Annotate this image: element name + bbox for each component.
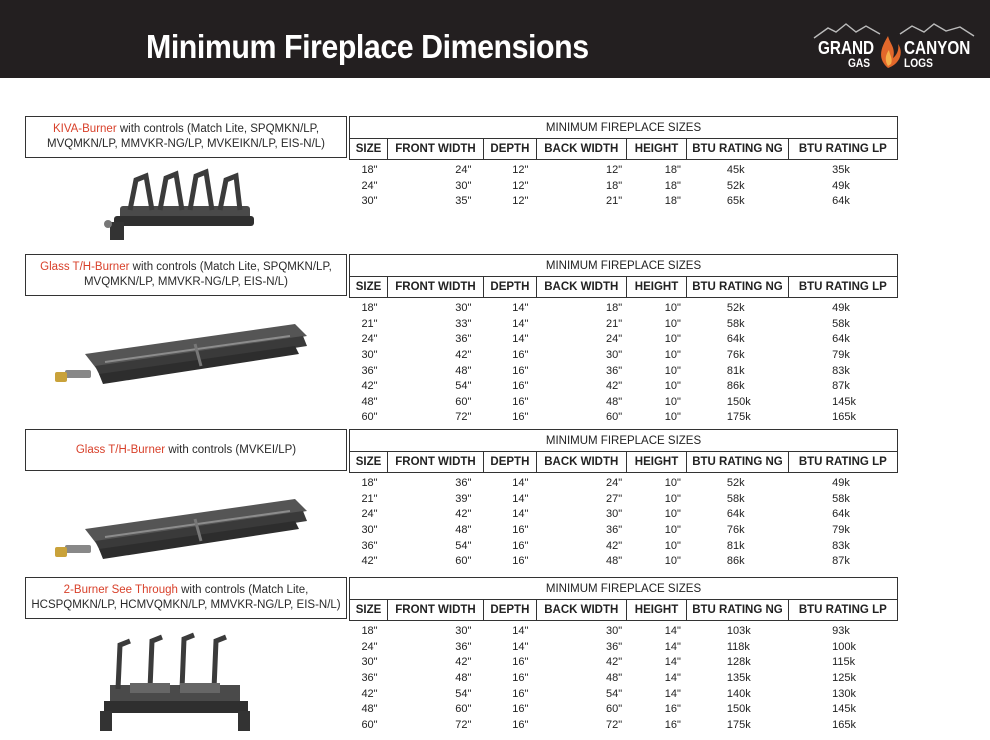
table-row <box>350 301 898 317</box>
col-front-width: 48" <box>455 672 472 685</box>
col-back-width: 48" <box>606 555 623 568</box>
col-front-width: 72" <box>455 411 472 424</box>
col-front-width: 60" <box>455 703 472 716</box>
table-row <box>350 492 898 508</box>
col-depth: 16" <box>512 687 529 700</box>
col-depth: 16" <box>512 718 529 731</box>
column-header-btu-ng: BTU RATING NG <box>687 600 788 621</box>
table-row <box>350 348 898 364</box>
column-header-front-width: FRONT WIDTH <box>388 600 484 621</box>
column-header-back-width: BACK WIDTH <box>536 452 626 473</box>
col-btu-ng: 135k <box>726 672 751 685</box>
col-front-width: 39" <box>455 492 472 505</box>
col-btu-lp: 87k <box>832 555 850 568</box>
col-depth: 16" <box>512 364 529 377</box>
col-height: 10" <box>664 508 681 521</box>
col-btu-lp: 58k <box>832 317 850 330</box>
col-btu-ng: 103k <box>726 625 751 638</box>
col-height: 16" <box>664 718 681 731</box>
column-header-front-width: FRONT WIDTH <box>388 277 484 298</box>
col-back-width: 48" <box>606 395 623 408</box>
col-depth: 16" <box>512 380 529 393</box>
table-row <box>350 702 898 718</box>
col-depth: 16" <box>512 656 529 669</box>
minimum-fireplace-sizes-table <box>349 577 898 733</box>
logo-text-canyon: CANYON <box>904 38 971 58</box>
column-header-height: HEIGHT <box>626 139 687 160</box>
col-btu-lp: 145k <box>832 395 856 408</box>
col-btu-ng: 86k <box>726 555 745 568</box>
col-btu-lp: 83k <box>832 539 850 552</box>
col-front-width: 33" <box>455 317 472 330</box>
burner-product-image <box>90 625 260 735</box>
col-depth: 16" <box>512 539 529 552</box>
column-header-btu-lp: BTU RATING LP <box>788 452 897 473</box>
col-back-width: 72" <box>606 718 623 731</box>
col-height: 18" <box>664 164 681 177</box>
col-depth: 16" <box>512 395 529 408</box>
col-back-width: 30" <box>606 508 623 521</box>
burner-controls-text: with controls (Match Lite, SPQMKN/LP, <box>116 123 320 135</box>
col-btu-lp: 64k <box>832 195 850 208</box>
col-front-width: 30" <box>455 179 472 192</box>
burner-name: 2-Burner See Through <box>63 584 178 596</box>
table-row <box>350 179 898 195</box>
burner-controls-text-line2: MVQMKN/LP, MMVKR-NG/LP, MVKEIKN/LP, EIS-N/L) <box>47 138 325 150</box>
col-front-width: 48" <box>455 364 472 377</box>
col-front-width: 36" <box>455 477 472 490</box>
column-header-height: HEIGHT <box>626 452 687 473</box>
col-btu-ng: 118k <box>726 640 750 653</box>
col-depth: 16" <box>512 349 529 362</box>
col-height: 10" <box>664 317 681 330</box>
col-back-width: 36" <box>606 640 623 653</box>
table-caption: MINIMUM FIREPLACE SIZES <box>350 430 898 452</box>
col-depth: 14" <box>512 477 529 490</box>
col-depth: 16" <box>512 524 529 537</box>
col-size: 36" <box>361 539 378 552</box>
col-size: 24" <box>361 179 378 192</box>
table-row <box>350 410 898 426</box>
col-height: 14" <box>664 625 681 638</box>
burner-name: Glass T/H-Burner <box>40 261 130 273</box>
col-size: 42" <box>361 687 378 700</box>
col-height: 10" <box>664 411 681 424</box>
col-height: 10" <box>664 477 681 490</box>
table-row <box>350 686 898 702</box>
col-height: 16" <box>664 703 681 716</box>
col-btu-lp: 145k <box>832 703 856 716</box>
col-back-width: 54" <box>606 687 623 700</box>
col-btu-lp: 64k <box>832 508 850 521</box>
col-front-width: 42" <box>455 508 472 521</box>
col-size: 60" <box>361 718 378 731</box>
column-header-size: SIZE <box>350 452 388 473</box>
col-front-width: 42" <box>455 656 472 669</box>
table-caption: MINIMUM FIREPLACE SIZES <box>350 255 898 277</box>
col-btu-ng: 76k <box>726 524 745 537</box>
col-height: 10" <box>664 524 681 537</box>
col-btu-ng: 52k <box>726 477 745 490</box>
column-header-height: HEIGHT <box>626 600 687 621</box>
table-row <box>350 507 898 523</box>
col-btu-lp: 83k <box>832 364 850 377</box>
col-depth: 16" <box>512 672 529 685</box>
col-btu-ng: 81k <box>726 364 745 377</box>
col-size: 42" <box>361 380 378 393</box>
col-depth: 14" <box>512 508 529 521</box>
column-header-depth: DEPTH <box>483 600 536 621</box>
minimum-fireplace-sizes-table <box>349 116 898 210</box>
col-height: 10" <box>664 333 681 346</box>
column-header-btu-ng: BTU RATING NG <box>687 452 788 473</box>
col-back-width: 18" <box>606 179 623 192</box>
col-btu-ng: 76k <box>726 349 745 362</box>
col-btu-ng: 45k <box>726 164 745 177</box>
col-btu-ng: 175k <box>726 411 751 424</box>
table-row <box>350 671 898 687</box>
col-front-width: 54" <box>455 539 472 552</box>
col-btu-ng: 52k <box>726 179 745 192</box>
col-height: 10" <box>664 364 681 377</box>
col-size: 30" <box>361 349 378 362</box>
col-back-width: 24" <box>606 333 623 346</box>
table-caption: MINIMUM FIREPLACE SIZES <box>350 117 898 139</box>
col-btu-lp: 49k <box>832 302 850 315</box>
col-back-width: 21" <box>606 195 623 208</box>
col-btu-lp: 130k <box>832 687 856 700</box>
col-depth: 12" <box>512 195 529 208</box>
col-btu-lp: 79k <box>832 349 850 362</box>
table-caption: MINIMUM FIREPLACE SIZES <box>350 578 898 600</box>
col-depth: 14" <box>512 302 529 315</box>
table-row <box>350 624 898 640</box>
col-btu-ng: 64k <box>726 508 745 521</box>
col-depth: 14" <box>512 333 529 346</box>
col-back-width: 36" <box>606 364 623 377</box>
column-header-btu-lp: BTU RATING LP <box>788 277 897 298</box>
col-btu-ng: 128k <box>726 656 751 669</box>
col-size: 30" <box>361 524 378 537</box>
column-header-front-width: FRONT WIDTH <box>388 452 484 473</box>
burner-controls-text-line2: HCSPQMKN/LP, HCMVQMKN/LP, MMVKR-NG/LP, EIS-N/L) <box>31 599 341 611</box>
col-btu-ng: 140k <box>726 687 751 700</box>
col-btu-ng: 175k <box>726 718 751 731</box>
col-btu-ng: 58k <box>726 492 745 505</box>
col-btu-ng: 64k <box>726 333 745 346</box>
col-depth: 12" <box>512 164 529 177</box>
col-depth: 16" <box>512 411 529 424</box>
col-height: 10" <box>664 555 681 568</box>
col-size: 42" <box>361 555 378 568</box>
col-btu-ng: 65k <box>726 195 745 208</box>
col-depth: 16" <box>512 555 529 568</box>
col-back-width: 42" <box>606 539 623 552</box>
col-size: 18" <box>361 625 378 638</box>
col-height: 10" <box>664 539 681 552</box>
col-back-width: 42" <box>606 380 623 393</box>
col-front-width: 30" <box>455 625 472 638</box>
burner-product-image <box>100 166 270 246</box>
burner-name: Glass T/H-Burner <box>75 443 166 456</box>
col-height: 14" <box>664 672 681 685</box>
col-height: 10" <box>664 492 681 505</box>
col-btu-lp: 165k <box>832 411 856 424</box>
table-row <box>350 538 898 554</box>
table-row <box>350 523 898 539</box>
table-row <box>350 718 898 734</box>
col-btu-ng: 81k <box>726 539 745 552</box>
column-header-front-width: FRONT WIDTH <box>388 139 484 160</box>
table-row <box>350 363 898 379</box>
col-size: 60" <box>361 411 378 424</box>
burner-description <box>25 116 347 158</box>
column-header-height: HEIGHT <box>626 277 687 298</box>
col-height: 10" <box>664 395 681 408</box>
table-row <box>350 163 898 179</box>
col-btu-ng: 86k <box>726 380 745 393</box>
col-size: 48" <box>361 703 378 716</box>
burner-description <box>25 577 347 619</box>
col-size: 24" <box>361 508 378 521</box>
col-front-width: 36" <box>455 640 472 653</box>
col-front-width: 72" <box>455 718 472 731</box>
burner-controls-text: with controls (Match Lite, <box>177 584 309 596</box>
col-btu-ng: 150k <box>726 395 751 408</box>
table-row <box>350 476 898 492</box>
column-header-back-width: BACK WIDTH <box>536 600 626 621</box>
minimum-fireplace-sizes-table <box>349 429 898 570</box>
column-header-depth: DEPTH <box>483 139 536 160</box>
page-header <box>0 0 990 78</box>
col-btu-lp: 49k <box>832 179 850 192</box>
col-size: 21" <box>361 492 378 505</box>
col-btu-lp: 125k <box>832 672 856 685</box>
col-front-width: 54" <box>455 687 472 700</box>
burner-product-image <box>45 489 315 579</box>
col-size: 24" <box>361 333 378 346</box>
burner-controls-text-line2: MVQMKN/LP, MMVKR-NG/LP, EIS-N/L) <box>83 276 289 288</box>
burner-description <box>25 254 347 296</box>
col-back-width: 42" <box>606 656 623 669</box>
burner-controls-text: with controls (Match Lite, SPQMKN/LP, <box>129 261 332 273</box>
col-size: 21" <box>361 317 378 330</box>
col-front-width: 60" <box>455 395 472 408</box>
col-size: 30" <box>361 656 378 669</box>
col-btu-lp: 87k <box>832 380 850 393</box>
col-back-width: 60" <box>606 411 623 424</box>
col-btu-lp: 64k <box>832 333 850 346</box>
col-btu-lp: 165k <box>832 718 856 731</box>
col-height: 14" <box>664 640 681 653</box>
col-depth: 12" <box>512 179 529 192</box>
col-back-width: 30" <box>606 349 623 362</box>
col-height: 18" <box>664 195 681 208</box>
col-depth: 14" <box>512 640 529 653</box>
column-header-depth: DEPTH <box>483 452 536 473</box>
table-row <box>350 640 898 656</box>
col-btu-lp: 58k <box>832 492 850 505</box>
column-header-btu-lp: BTU RATING LP <box>788 139 897 160</box>
col-front-width: 42" <box>455 349 472 362</box>
col-back-width: 24" <box>606 477 623 490</box>
col-depth: 14" <box>512 492 529 505</box>
burner-controls-text: with controls (MVKEI/LP) <box>165 443 297 456</box>
column-header-depth: DEPTH <box>483 277 536 298</box>
col-btu-lp: 49k <box>832 477 850 490</box>
minimum-fireplace-sizes-table <box>349 254 898 426</box>
col-size: 18" <box>361 477 378 490</box>
page-title: Minimum Fireplace Dimensions <box>146 28 589 65</box>
column-header-btu-lp: BTU RATING LP <box>788 600 897 621</box>
table-row <box>350 194 898 210</box>
logo-text-logs: LOGS <box>904 56 933 70</box>
col-size: 36" <box>361 672 378 685</box>
col-btu-lp: 93k <box>832 625 850 638</box>
col-front-width: 24" <box>455 164 472 177</box>
col-size: 36" <box>361 364 378 377</box>
column-header-size: SIZE <box>350 600 388 621</box>
table-row <box>350 655 898 671</box>
col-btu-ng: 58k <box>726 317 745 330</box>
col-front-width: 36" <box>455 333 472 346</box>
col-height: 14" <box>664 687 681 700</box>
col-front-width: 54" <box>455 380 472 393</box>
col-size: 30" <box>361 195 378 208</box>
col-back-width: 60" <box>606 703 623 716</box>
table-row <box>350 395 898 411</box>
col-depth: 14" <box>512 317 529 330</box>
col-size: 18" <box>361 164 378 177</box>
col-size: 18" <box>361 302 378 315</box>
col-height: 10" <box>664 380 681 393</box>
logo-text-grand: GRAND <box>818 38 875 58</box>
burner-description <box>25 429 347 471</box>
col-height: 10" <box>664 302 681 315</box>
col-depth: 14" <box>512 625 529 638</box>
col-btu-lp: 35k <box>832 164 850 177</box>
column-header-btu-ng: BTU RATING NG <box>687 277 788 298</box>
col-back-width: 48" <box>606 672 623 685</box>
col-back-width: 27" <box>606 492 623 505</box>
table-row <box>350 317 898 333</box>
col-front-width: 30" <box>455 302 472 315</box>
col-height: 14" <box>664 656 681 669</box>
col-front-width: 48" <box>455 524 472 537</box>
col-back-width: 18" <box>606 302 623 315</box>
table-row <box>350 554 898 570</box>
col-back-width: 30" <box>606 625 623 638</box>
table-row <box>350 379 898 395</box>
col-btu-ng: 150k <box>726 703 751 716</box>
logo-text-gas: GAS <box>848 56 871 70</box>
col-size: 48" <box>361 395 378 408</box>
col-btu-ng: 52k <box>726 302 745 315</box>
col-front-width: 35" <box>455 195 472 208</box>
column-header-size: SIZE <box>350 139 388 160</box>
column-header-size: SIZE <box>350 277 388 298</box>
col-btu-lp: 115k <box>832 656 856 669</box>
column-header-btu-ng: BTU RATING NG <box>687 139 788 160</box>
col-back-width: 21" <box>606 317 623 330</box>
column-header-back-width: BACK WIDTH <box>536 277 626 298</box>
col-height: 10" <box>664 349 681 362</box>
table-row <box>350 332 898 348</box>
col-size: 24" <box>361 640 378 653</box>
col-back-width: 36" <box>606 524 623 537</box>
col-btu-lp: 100k <box>832 640 856 653</box>
col-height: 18" <box>664 179 681 192</box>
grand-canyon-logo <box>800 18 980 74</box>
col-depth: 16" <box>512 703 529 716</box>
col-front-width: 60" <box>455 555 472 568</box>
col-back-width: 12" <box>606 164 623 177</box>
column-header-back-width: BACK WIDTH <box>536 139 626 160</box>
burner-name: KIVA-Burner <box>52 123 117 135</box>
col-btu-lp: 79k <box>832 524 850 537</box>
burner-product-image <box>45 314 315 404</box>
